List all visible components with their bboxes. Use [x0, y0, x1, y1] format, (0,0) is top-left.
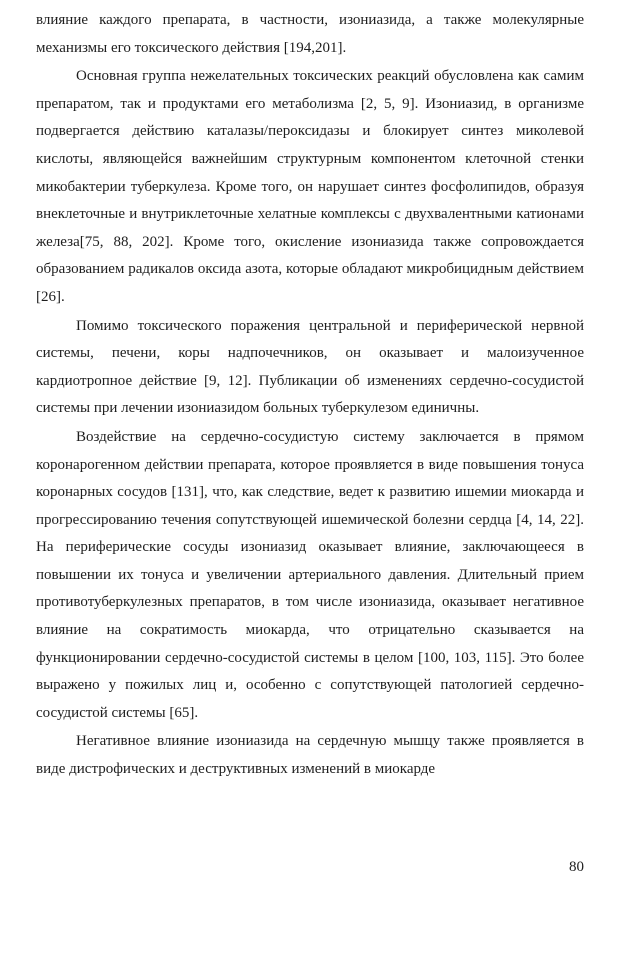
document-page [36, 0, 584, 784]
paragraph-cardiovascular-effects: Воздействие на сердечно-сосудистую систему заключается в прямом коронарогенном действии препарата, которое проявляется в виде повышения тонуса коронарных сосудов [131], что, как следствие, ведет к развитию ишемии миокарда и прогрессированию течения сопутствующей ишемической болезни сердца [4, 14, 22]. На периферические сосуды изониазид оказывает влияние, заключающееся в повышении их тонуса и увеличении артериального давления. Длительный прием противотуберкулезных препаратов, в том числе изониазида, оказывает негативное влияние на сократимость миокарда, что отрицательно сказывается на функционировании сердечно-сосудистой системы в целом [100, 103, 115]. Это более выражено у пожилых лиц и, особенно с сопутствующей патологией сердечно-сосудистой системы [65]. [36, 428, 584, 721]
paragraph-continuation: влияние каждого препарата, в частности, изониазида, а также молекулярные механизмы его токсического действия [194,201]. [36, 12, 584, 56]
paragraph-myocardium-effects: Негативное влияние изониазида на сердечную мышцу также проявляется в виде дистрофических и деструктивных изменений в миокарде [36, 733, 584, 778]
paragraph-cardiotropic-action: Помимо токсического поражения центральной и периферической нервной системы, печени, коры надпочечников, он оказывает и малоизученное кардиотропное действие [9, 12]. Публикации об изменениях сердечно-сосудистой системы при лечении изониазидом больных туберкулезом единичны. [36, 317, 584, 417]
page-number: 80 [569, 859, 584, 875]
paragraph-toxic-reactions: Основная группа нежелательных токсических реакций обусловлена как самим препаратом, так и продуктами его метаболизма [2, 5, 9]. Изониазид, в организме подвергается действию каталазы/пероксидазы и блокирует синтез миколевой кислоты, являющейся важнейшим структурным компонентом клеточной стенки микобактерии туберкулеза. Кроме того, он нарушает синтез фосфолипидов, образуя внеклеточные и внутриклеточные хелатные комплексы с двухвалентными катионами железа[75, 88, 202]. Кроме того, окисление изониазида также сопровождается образованием радикалов оксида азота, которые обладают микробицидным действием [26]. [36, 68, 584, 305]
